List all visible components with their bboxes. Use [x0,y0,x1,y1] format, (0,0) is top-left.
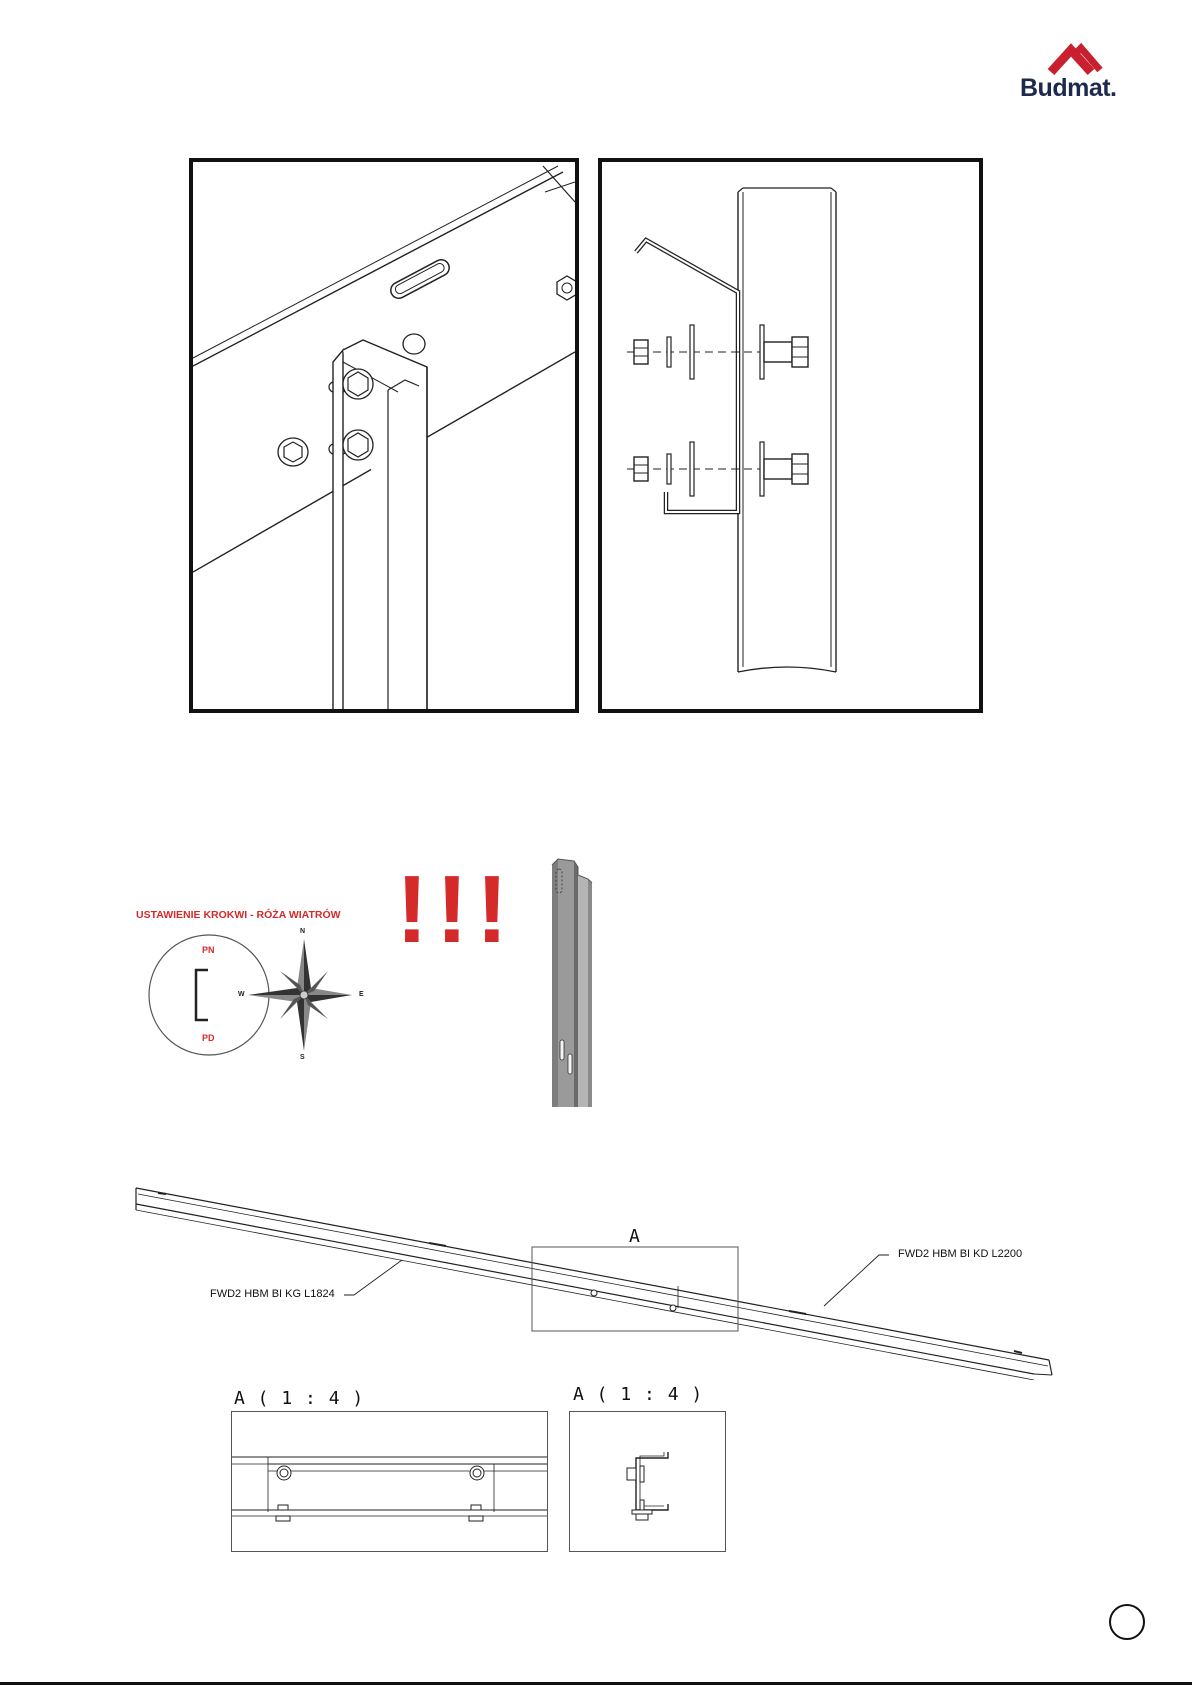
detail-a-section-view [569,1411,726,1552]
compass-n: N [300,928,306,935]
roof-icon [1018,42,1143,76]
wind-rose-w: W [238,991,245,998]
part-label-left: FWD2 HBM BI KG L1824 [210,1288,335,1300]
detail-frame-exploded-bolts [598,158,983,713]
warning-exclamation: !!! [396,856,516,963]
wind-rose-title: USTAWIENIE KROKWI - RÓŻA WIATRÓW [136,909,341,921]
page-number-circle [1109,1604,1145,1640]
assembly-drawing [134,1180,1054,1380]
detail-label-right: A ( 1 : 4 ) [573,1384,704,1405]
vertical-profile-illustration [548,857,608,1107]
detail-frame-bolted-joint [189,158,579,713]
brand-logo [1018,42,1143,104]
part-label-right: FWD2 HBM BI KD L2200 [898,1248,1023,1260]
wind-rose-diagram [134,905,384,1060]
detail-label-left: A ( 1 : 4 ) [234,1388,365,1409]
detail-a-side-view [231,1411,548,1552]
compass-s: S [300,1054,305,1061]
brand-name: Budmat. [1020,74,1117,102]
section-label-a: A [629,1226,641,1247]
wind-rose-pd: PD [202,1033,215,1043]
compass-e: E [359,991,364,998]
wind-rose-pn: PN [202,945,215,955]
